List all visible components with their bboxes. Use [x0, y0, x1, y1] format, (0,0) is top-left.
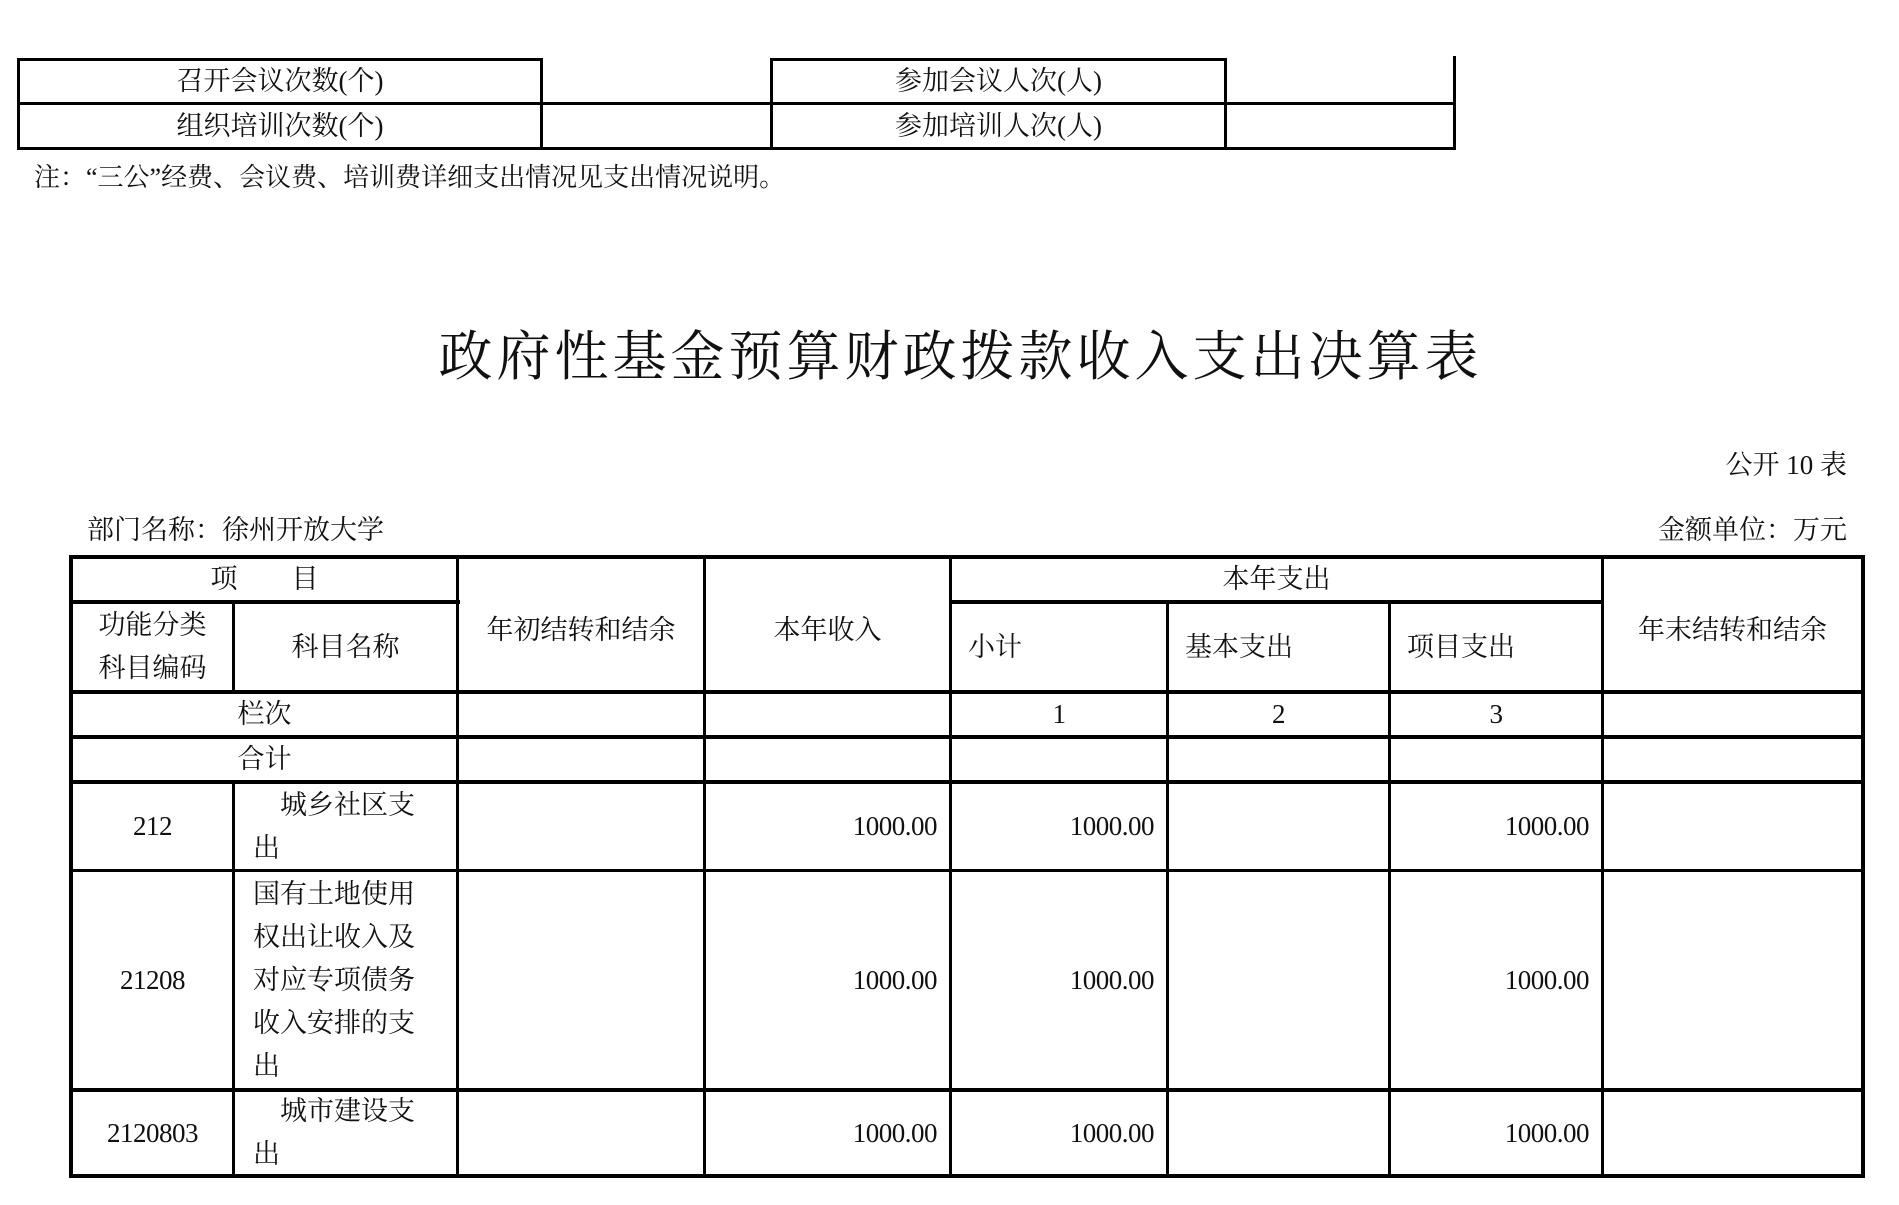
- header-opening-balance: 年初结转和结余: [486, 615, 676, 645]
- table-number: 公开 10 表: [1725, 450, 1847, 480]
- header-expense-group: 本年支出: [1222, 564, 1331, 594]
- row-closing: [1604, 784, 1861, 869]
- header-project-expense: 项目支出: [1407, 631, 1515, 662]
- training-attendees-label: 参加培训人次(人): [895, 110, 1102, 141]
- row-opening: [459, 1092, 703, 1174]
- column-index-income: [706, 694, 949, 735]
- total-income: [706, 739, 949, 780]
- header-subject-name: 科目名称: [291, 631, 400, 662]
- row-income: 1000.00: [852, 1117, 937, 1148]
- table-border: [1453, 56, 1456, 150]
- row-closing: [1604, 1092, 1861, 1174]
- table-border: [1861, 555, 1865, 1178]
- expense-note: 注：“三公”经费、会议费、培训费详细支出情况见支出情况说明。: [34, 163, 786, 192]
- row-subject-name: 城乡社区支出: [253, 789, 415, 863]
- meeting-count-value: [543, 61, 770, 102]
- row-basic: [1169, 872, 1388, 1088]
- total-closing: [1604, 739, 1861, 780]
- meeting-attendees-value: [1227, 61, 1453, 102]
- amount-unit: 金额单位：万元: [1658, 515, 1847, 545]
- training-count-value: [543, 105, 770, 147]
- column-index-closing: [1604, 694, 1861, 735]
- total-basic: [1169, 739, 1388, 780]
- total-label: 合计: [237, 744, 292, 774]
- page-title: 政府性基金预算财政拨款收入支出决算表: [438, 327, 1483, 387]
- row-code: 212: [133, 811, 172, 841]
- row-project: 1000.00: [1504, 964, 1589, 995]
- meeting-count-label: 召开会议次数(个): [176, 66, 384, 96]
- row-income: 1000.00: [852, 964, 937, 995]
- row-subtotal: 1000.00: [1069, 1117, 1154, 1148]
- total-opening: [459, 739, 703, 780]
- row-subject-name: 国有土地使用权出让收入及对应专项债务收入安排的支出: [253, 878, 415, 1081]
- department-name: 部门名称：徐州开放大学: [87, 515, 384, 545]
- training-count-label: 组织培训次数(个): [176, 110, 384, 141]
- row-basic: [1169, 1092, 1388, 1174]
- header-income: 本年收入: [773, 615, 882, 645]
- row-code: 2120803: [107, 1117, 198, 1148]
- row-opening: [459, 872, 703, 1088]
- row-closing: [1604, 872, 1861, 1088]
- column-index-opening: [459, 694, 703, 735]
- column-index-project: 3: [1489, 699, 1503, 729]
- row-code: 21208: [120, 964, 185, 995]
- training-attendees-value: [1227, 105, 1453, 147]
- meeting-attendees-label: 参加会议人次(人): [895, 66, 1102, 96]
- row-opening: [459, 784, 703, 869]
- header-basic-expense: 基本支出: [1185, 631, 1293, 662]
- row-project: 1000.00: [1504, 811, 1589, 841]
- total-project: [1391, 739, 1601, 780]
- column-index-subtotal: 1: [1052, 699, 1066, 729]
- header-item: 项 目: [210, 564, 319, 594]
- row-subject-name: 城市建设支出: [253, 1096, 415, 1169]
- header-subtotal: 小计: [968, 631, 1022, 662]
- row-income: 1000.00: [852, 811, 937, 841]
- row-basic: [1169, 784, 1388, 869]
- column-index-label: 栏次: [237, 699, 292, 729]
- row-subtotal: 1000.00: [1069, 964, 1154, 995]
- row-project: 1000.00: [1504, 1117, 1589, 1148]
- total-subtotal: [952, 739, 1166, 780]
- row-subtotal: 1000.00: [1069, 811, 1154, 841]
- column-index-basic: 2: [1272, 699, 1285, 729]
- header-closing-balance: 年末结转和结余: [1638, 615, 1827, 645]
- header-code: 功能分类科目编码: [98, 610, 207, 683]
